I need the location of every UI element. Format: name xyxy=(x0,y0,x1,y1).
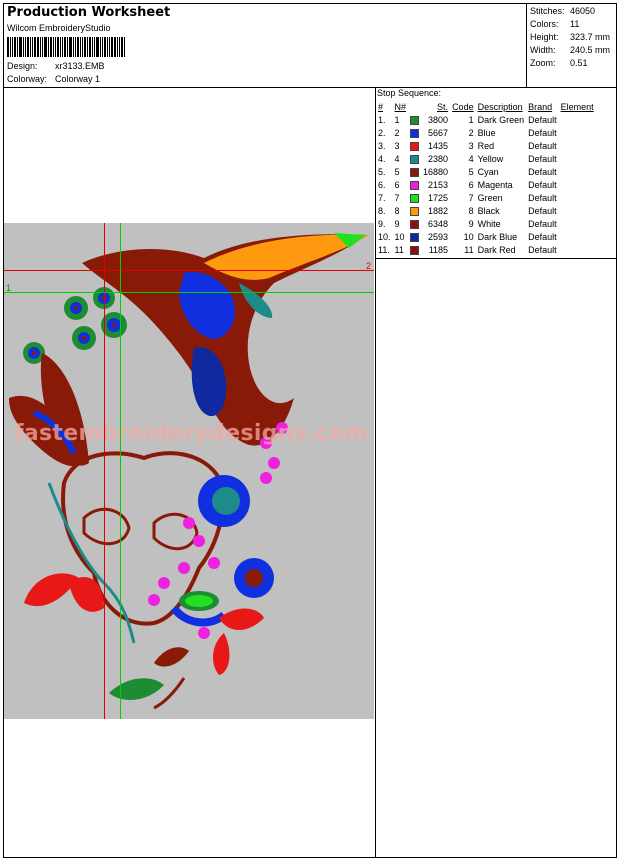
stop-code: 2 xyxy=(468,127,474,138)
stop-brand: Default xyxy=(528,153,557,164)
stop-stitches: 1882 xyxy=(428,205,449,216)
guide-label-1: 1 xyxy=(6,283,12,293)
stop-description: Dark Green xyxy=(477,114,525,125)
stop-code: 1 xyxy=(468,114,474,125)
stop-num: 3. xyxy=(378,140,386,151)
stop-description: Cyan xyxy=(477,166,499,177)
stop-num: 5. xyxy=(378,166,386,177)
stop-needle: 10 xyxy=(394,231,405,242)
stat-stitches: Stitches: 46050 xyxy=(530,6,596,16)
stop-needle: 5 xyxy=(394,166,400,177)
col-code: Code xyxy=(452,101,474,112)
stop-row xyxy=(376,230,596,243)
stats-panel xyxy=(530,5,610,70)
stop-sequence-divider xyxy=(375,258,617,259)
stop-code: 11 xyxy=(464,244,474,255)
color-swatch-box xyxy=(410,207,419,216)
stop-num: 7. xyxy=(378,192,386,203)
stop-stitches: 3800 xyxy=(428,114,449,125)
stop-num: 8. xyxy=(378,205,386,216)
color-swatch xyxy=(408,165,421,178)
stop-description: White xyxy=(477,218,501,229)
design-preview xyxy=(4,223,374,719)
stop-sequence-table xyxy=(376,100,596,256)
header-divider xyxy=(3,87,617,88)
color-swatch-box xyxy=(410,155,419,164)
stat-zoom: Zoom: 0.51 xyxy=(530,58,588,68)
color-swatch-box xyxy=(410,220,419,229)
col-brand: Brand xyxy=(528,101,553,112)
stop-needle: 7 xyxy=(394,192,400,203)
stop-stitches: 2593 xyxy=(428,231,449,242)
stop-sequence-title: Stop Sequence: xyxy=(377,88,442,98)
stop-element xyxy=(559,152,596,165)
stat-height: Height: 323.7 mm xyxy=(530,32,611,42)
col-element: Element xyxy=(560,101,594,112)
stop-stitches: 16880 xyxy=(423,166,449,177)
software-name: Wilcom EmbroideryStudio xyxy=(7,23,111,33)
stop-stitches: 1725 xyxy=(428,192,449,203)
stop-element xyxy=(559,191,596,204)
stop-num: 2. xyxy=(378,127,386,138)
col-swatch xyxy=(408,100,421,113)
color-swatch-box xyxy=(410,233,419,242)
stop-num: 9. xyxy=(378,218,386,229)
stop-code: 4 xyxy=(468,153,474,164)
stop-num: 1. xyxy=(378,114,386,125)
stop-brand: Default xyxy=(528,218,557,229)
stop-brand: Default xyxy=(528,114,557,125)
stop-brand: Default xyxy=(528,140,557,151)
color-swatch-box xyxy=(410,194,419,203)
stop-needle: 6 xyxy=(394,179,400,190)
stop-description: Green xyxy=(477,192,503,203)
color-swatch-box xyxy=(410,129,419,138)
stop-row xyxy=(376,165,596,178)
stop-needle: 4 xyxy=(394,153,400,164)
stop-description: Black xyxy=(477,205,500,216)
colorway-info xyxy=(7,74,100,84)
color-swatch-box xyxy=(410,116,419,125)
color-swatch xyxy=(408,243,421,256)
stop-needle: 1 xyxy=(394,114,400,125)
stop-element xyxy=(559,217,596,230)
stop-needle: 3 xyxy=(394,140,400,151)
stop-element xyxy=(559,230,596,243)
colorway-label: Colorway: xyxy=(7,74,48,84)
color-swatch-box xyxy=(410,142,419,151)
design-info xyxy=(7,61,105,71)
stop-code: 6 xyxy=(468,179,474,190)
stop-needle: 2 xyxy=(394,127,400,138)
red-vertical-guide xyxy=(104,223,105,719)
embroidery-artwork xyxy=(4,223,374,719)
stop-num: 4. xyxy=(378,153,386,164)
color-swatch-box xyxy=(410,168,419,177)
stop-element xyxy=(559,204,596,217)
color-swatch xyxy=(408,178,421,191)
stop-element xyxy=(559,178,596,191)
stop-row xyxy=(376,113,596,126)
stop-num: 11. xyxy=(378,244,390,255)
stop-code: 9 xyxy=(468,218,474,229)
red-horizontal-guide xyxy=(4,270,374,271)
color-swatch xyxy=(408,191,421,204)
stop-description: Red xyxy=(477,140,495,151)
color-swatch-box xyxy=(410,246,419,255)
stop-brand: Default xyxy=(528,127,557,138)
stop-brand: Default xyxy=(528,244,557,255)
stop-element xyxy=(559,113,596,126)
stop-description: Blue xyxy=(477,127,496,138)
color-swatch-box xyxy=(410,181,419,190)
stop-num: 10. xyxy=(378,231,391,242)
stop-element xyxy=(559,139,596,152)
color-swatch xyxy=(408,113,421,126)
color-swatch xyxy=(408,230,421,243)
stop-code: 3 xyxy=(468,140,474,151)
stop-stitches: 2380 xyxy=(428,153,449,164)
stop-row xyxy=(376,178,596,191)
stop-element xyxy=(559,243,596,256)
stop-brand: Default xyxy=(528,179,557,190)
stop-brand: Default xyxy=(528,205,557,216)
stop-code: 8 xyxy=(468,205,474,216)
watermark-text: fastembroiderydesigns.com xyxy=(14,421,368,446)
color-swatch xyxy=(408,126,421,139)
barcode xyxy=(7,37,135,57)
stop-code: 7 xyxy=(468,192,474,203)
stop-needle: 9 xyxy=(394,218,400,229)
col-num: # xyxy=(378,101,384,112)
color-swatch xyxy=(408,139,421,152)
col-n: N# xyxy=(394,101,407,112)
stop-brand: Default xyxy=(528,231,557,242)
green-horizontal-guide xyxy=(4,292,374,293)
guide-label-2: 2 xyxy=(366,261,372,271)
colorway-value: Colorway 1 xyxy=(55,74,101,84)
stop-code: 5 xyxy=(468,166,474,177)
col-stitches: St. xyxy=(437,101,449,112)
stop-row xyxy=(376,152,596,165)
stop-description: Magenta xyxy=(477,179,513,190)
stop-element xyxy=(559,126,596,139)
color-swatch xyxy=(408,204,421,217)
stop-needle: 8 xyxy=(394,205,400,216)
stop-element xyxy=(559,165,596,178)
stop-stitches: 1185 xyxy=(428,244,449,255)
stop-stitches: 1435 xyxy=(428,140,449,151)
stop-row xyxy=(376,126,596,139)
stop-stitches: 5667 xyxy=(428,127,449,138)
stop-brand: Default xyxy=(528,192,557,203)
color-swatch xyxy=(408,152,421,165)
col-description: Description xyxy=(477,101,523,112)
stop-stitches: 2153 xyxy=(428,179,449,190)
stop-description: Yellow xyxy=(477,153,504,164)
stop-num: 6. xyxy=(378,179,386,190)
stop-code: 10 xyxy=(463,231,474,242)
worksheet-title: Production Worksheet xyxy=(7,5,171,20)
stop-needle: 11 xyxy=(394,244,404,255)
design-label: Design: xyxy=(7,61,38,71)
stop-table-header xyxy=(376,100,596,113)
green-vertical-guide xyxy=(120,223,121,719)
stop-description: Dark Blue xyxy=(477,231,518,242)
stop-row xyxy=(376,191,596,204)
stop-row xyxy=(376,217,596,230)
color-swatch xyxy=(408,217,421,230)
design-value: xr3133.EMB xyxy=(55,61,105,71)
header-stats-divider xyxy=(526,3,527,87)
stop-row xyxy=(376,139,596,152)
stop-row xyxy=(376,243,596,256)
stop-description: Dark Red xyxy=(477,244,516,255)
stat-colors: Colors: 11 xyxy=(530,19,580,29)
stop-stitches: 6348 xyxy=(428,218,449,229)
stop-brand: Default xyxy=(528,166,557,177)
stop-row xyxy=(376,204,596,217)
stat-width: Width: 240.5 mm xyxy=(530,45,611,55)
